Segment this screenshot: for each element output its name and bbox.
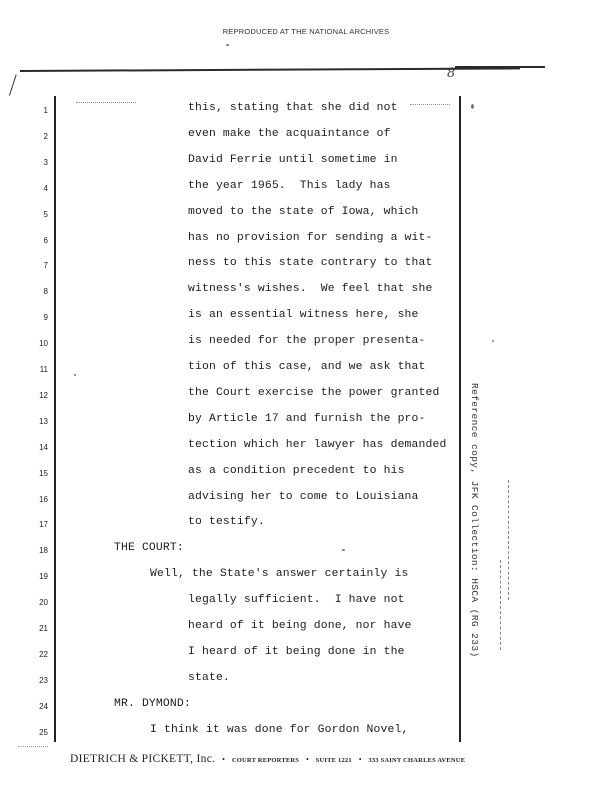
line-number: 22 xyxy=(39,649,48,659)
transcript-line: to testify. xyxy=(188,516,265,529)
footer-suite: SUITE 1221 xyxy=(315,757,352,764)
transcript-line: has no provision for sending a wit- xyxy=(188,231,433,244)
scan-speck xyxy=(226,44,229,46)
right-margin-rule xyxy=(459,96,461,742)
transcript-line: moved to the state of Iowa, which xyxy=(188,205,419,218)
archive-header: REPRODUCED AT THE NATIONAL ARCHIVES xyxy=(222,27,390,36)
transcript-line: I think it was done for Gordon Novel, xyxy=(150,723,409,736)
transcript-line: as a condition precedent to his xyxy=(188,464,405,477)
transcript-line: witness's wishes. We feel that she xyxy=(188,283,433,296)
scan-speck xyxy=(74,374,76,376)
scan-speck xyxy=(342,549,345,551)
transcript-line: Well, the State's answer certainly is xyxy=(150,568,409,581)
scan-tick-mark xyxy=(508,480,509,600)
footer-separator: • xyxy=(306,755,309,764)
scan-dotted-mark xyxy=(18,746,48,747)
transcript-line: legally sufficient. I have not xyxy=(188,594,405,607)
line-number: 10 xyxy=(39,339,48,349)
line-number: 7 xyxy=(43,261,48,271)
transcript-line: I heard of it being done in the xyxy=(188,645,405,658)
transcript-line: the Court exercise the power granted xyxy=(188,386,440,399)
scan-dotted-mark xyxy=(76,102,136,103)
transcript-line: is an essential witness here, she xyxy=(188,309,419,322)
left-margin-rule xyxy=(54,96,56,742)
top-rule-right xyxy=(455,66,545,68)
transcript-line: this, stating that she did not xyxy=(188,102,398,114)
top-rule xyxy=(20,67,520,72)
footer-separator: • xyxy=(222,755,225,764)
line-number: 15 xyxy=(39,468,48,478)
line-number: 21 xyxy=(39,624,48,633)
transcript-line: ness to this state contrary to that xyxy=(188,257,433,270)
transcript-line: tection which her lawyer has demanded xyxy=(188,438,447,451)
scan-speck xyxy=(471,104,474,109)
line-number: 17 xyxy=(39,520,48,530)
line-number: 20 xyxy=(39,598,48,608)
footer xyxy=(70,753,465,765)
line-number: 4 xyxy=(43,183,48,193)
line-number: 5 xyxy=(43,209,48,219)
footer-firm: DIETRICH & PICKETT, Inc. xyxy=(70,753,216,765)
line-number: 1 xyxy=(43,106,48,115)
scan-tick-mark xyxy=(500,560,501,650)
line-number: 18 xyxy=(39,546,48,556)
line-number: 24 xyxy=(39,701,48,711)
transcript-line: heard of it being done, nor have xyxy=(188,620,412,632)
transcript-line: state. xyxy=(188,671,230,684)
speaker-label: MR. DYMOND: xyxy=(114,697,191,710)
scan-speck xyxy=(492,340,494,342)
line-number: 14 xyxy=(39,442,48,452)
transcript-line: tion of this case, and we ask that xyxy=(188,361,426,373)
line-number: 12 xyxy=(39,390,48,400)
transcript-line: even make the acquaintance of xyxy=(188,127,391,140)
line-number: 16 xyxy=(39,494,48,504)
transcript-line: advising her to come to Louisiana xyxy=(188,490,419,503)
footer-address: 333 SAINT CHARLES AVENUE xyxy=(368,757,466,764)
line-number: 2 xyxy=(43,131,48,141)
line-number: 9 xyxy=(43,313,48,323)
line-number: 3 xyxy=(43,157,48,167)
transcript-line: by Article 17 and furnish the pro- xyxy=(188,412,426,425)
corner-mark xyxy=(9,75,28,100)
line-number: 25 xyxy=(39,727,48,737)
footer-separator: • xyxy=(358,755,362,764)
scan-dotted-mark xyxy=(410,104,450,105)
line-number: 13 xyxy=(39,416,48,426)
line-number: 11 xyxy=(39,365,48,374)
line-number: 23 xyxy=(39,675,48,685)
footer-role: COURT REPORTERS xyxy=(231,757,300,764)
page-number: 8 xyxy=(447,66,456,81)
line-number: 19 xyxy=(39,572,48,582)
line-number: 6 xyxy=(43,235,48,245)
transcript-line: the year 1965. This lady has xyxy=(188,179,391,192)
line-number: 8 xyxy=(43,287,48,297)
transcript-line: David Ferrie until sometime in xyxy=(188,153,398,166)
speaker-label: THE COURT: xyxy=(114,542,184,555)
reference-stamp: Reference copy, JFK Collection: HSCA (RG 233) xyxy=(469,383,480,658)
transcript-line: is needed for the proper presenta- xyxy=(188,335,426,348)
